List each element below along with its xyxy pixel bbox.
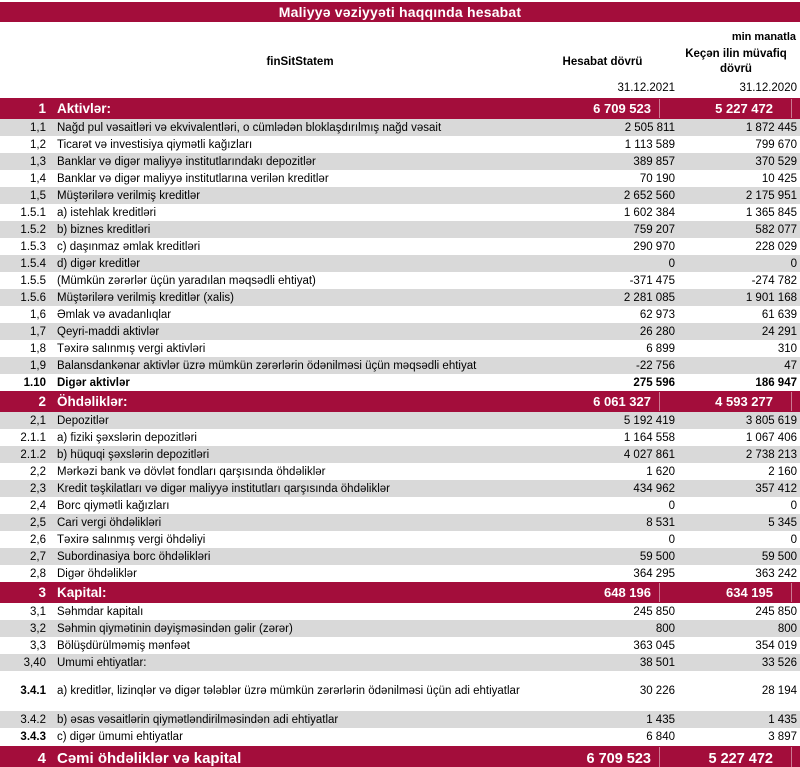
row-label: Subordinasiya borc öhdəlikləri: [57, 550, 211, 563]
row-value-previous: 10 425: [761, 172, 797, 185]
table-row: [0, 136, 800, 153]
row-label: Balansdankənar aktivlər üzrə mümkün zərərlərin ödənilməsi üçün məqsədli ehtiyat: [57, 359, 477, 372]
row-value-current: 30 226: [639, 685, 675, 697]
row-value-current: 26 280: [639, 325, 675, 338]
section-header-value-current: 6 061 327: [593, 394, 651, 409]
row-value-current: 389 857: [633, 155, 675, 168]
column-separator: [659, 99, 660, 118]
table-row: [0, 678, 800, 704]
table-row: [0, 187, 800, 204]
row-number: 2,8: [30, 567, 46, 580]
section-header-value-previous: 4 593 277: [715, 394, 773, 409]
row-value-current: 759 207: [633, 223, 675, 236]
table-row: [0, 412, 800, 429]
row-value-current: 62 973: [639, 308, 675, 321]
row-number: 1.10: [23, 376, 46, 389]
row-label: Səhmin qiymətinin dəyişməsindən gəlir (zərər): [57, 622, 293, 635]
row-number: 3,2: [30, 622, 46, 635]
row-value-previous: 186 947: [755, 376, 797, 389]
row-value-current: 245 850: [633, 605, 675, 618]
table-row: [0, 514, 800, 531]
statement-table: [0, 98, 800, 767]
row-value-previous: 3 805 619: [745, 414, 797, 427]
row-label: Digər aktivlər: [57, 376, 130, 389]
row-label: d) digər kreditlər: [57, 257, 141, 270]
row-value-current: 275 596: [633, 376, 675, 389]
table-row: [0, 463, 800, 480]
row-value-current: 2 281 085: [623, 291, 675, 304]
row-value-previous: 228 029: [755, 240, 797, 253]
table-row: [0, 170, 800, 187]
row-label: Səhmdar kapitalı: [57, 605, 144, 618]
row-value-previous: 370 529: [755, 155, 797, 168]
row-number: 1.5.1: [20, 206, 46, 219]
section-header-row: [0, 391, 800, 412]
table-row: [0, 238, 800, 255]
row-value-current: -22 756: [635, 359, 675, 372]
row-value-previous: 24 291: [761, 325, 797, 338]
row-label: Müştərilərə verilmiş kreditlər (xalis): [57, 291, 234, 304]
row-number: 2,6: [30, 533, 46, 546]
section-header-value-current: 648 196: [604, 585, 651, 600]
row-label: Təxirə salınmış vergi aktivləri: [57, 342, 206, 355]
table-row: [0, 446, 800, 463]
row-label: c) daşınmaz əmlak kreditləri: [57, 240, 201, 253]
row-label: a) fiziki şəxslərin depozitləri: [57, 431, 197, 444]
row-value-previous: 47: [784, 359, 797, 372]
report-title: Maliyyə vəziyyəti haqqında hesabat: [278, 4, 522, 20]
row-number: 2,7: [30, 550, 46, 563]
row-value-previous: 1 067 406: [745, 431, 797, 444]
section-header-number: 1: [38, 101, 46, 116]
row-value-current: 1 620: [646, 465, 675, 478]
row-label: Qeyri-maddi aktivlər: [57, 325, 160, 338]
row-value-previous: 363 242: [755, 567, 797, 580]
column-separator: [791, 392, 792, 411]
row-number: 1.5.6: [20, 291, 46, 304]
table-row: [0, 357, 800, 374]
row-value-previous: 582 077: [755, 223, 797, 236]
row-label: Banklar və digər maliyyə institutlarına verilən kreditlər: [57, 172, 329, 185]
section-header-row: [0, 98, 800, 119]
table-row: [0, 480, 800, 497]
table-row: [0, 374, 800, 391]
row-value-current: 70 190: [639, 172, 675, 185]
row-label: (Mümkün zərərlər üçün yaradılan məqsədli ehtiyat): [57, 274, 316, 287]
row-label: c) digər ümumi ehtiyatlar: [57, 730, 183, 743]
row-value-previous: 357 412: [755, 482, 797, 495]
row-value-previous: 2 160: [768, 465, 797, 478]
table-row: [0, 531, 800, 548]
row-value-current: 363 045: [633, 639, 675, 652]
total-number: 4: [37, 750, 46, 767]
section-header-label: Öhdəliklər:: [57, 394, 128, 409]
section-header-row: [0, 582, 800, 603]
table-row: [0, 429, 800, 446]
section-header-number: 2: [38, 394, 46, 409]
row-value-previous: 799 670: [755, 138, 797, 151]
row-number: 3.4.2: [20, 713, 46, 726]
section-header-label: Kapital:: [57, 585, 107, 600]
row-value-previous: 1 901 168: [745, 291, 797, 304]
table-row: [0, 637, 800, 654]
row-number: 2,1: [30, 414, 46, 427]
row-value-current: 8 531: [646, 516, 675, 529]
section-header-value-previous: 634 195: [726, 585, 773, 600]
section-header-label: Aktivlər:: [57, 101, 112, 116]
row-value-previous: 61 639: [761, 308, 797, 321]
unit-note: min manatla: [731, 31, 796, 43]
date-current: 31.12.2021: [617, 82, 675, 94]
report-title-bar: [0, 2, 800, 22]
total-row: [0, 746, 800, 767]
row-value-current: 1 602 384: [623, 206, 675, 219]
row-number: 1,3: [30, 155, 46, 168]
row-value-current: 0: [668, 257, 675, 270]
row-number: 1,2: [30, 138, 46, 151]
table-row: [0, 153, 800, 170]
row-number: 1,7: [30, 325, 46, 338]
row-number: 2,2: [30, 465, 46, 478]
row-number: 3.4.3: [20, 730, 46, 743]
row-value-current: 290 970: [633, 240, 675, 253]
date-previous: 31.12.2020: [739, 82, 797, 94]
row-value-current: 0: [668, 499, 675, 512]
row-value-previous: 1 365 845: [745, 206, 797, 219]
row-label: b) hüquqi şəxslərin depozitləri: [57, 448, 210, 461]
table-row: [0, 289, 800, 306]
row-number: 1.5.5: [20, 274, 46, 287]
row-value-previous: -274 782: [751, 274, 797, 287]
row-label: Depozitlər: [57, 414, 109, 427]
row-value-current: 2 652 560: [623, 189, 675, 202]
row-value-previous: 3 897: [768, 730, 797, 743]
row-value-previous: 1 872 445: [745, 121, 797, 134]
column-header-statement: finSitStatem: [266, 56, 334, 68]
row-label: Nağd pul vəsaitləri və ekvivalentləri, o cümlədən bloklaşdırılmış nağd vəsait: [57, 121, 442, 134]
row-label: Müştərilərə verilmiş kreditlər: [57, 189, 201, 202]
row-value-previous: 59 500: [761, 550, 797, 563]
table-row: [0, 603, 800, 620]
row-label: Borc qiymətli kağızları: [57, 499, 170, 512]
row-number: 2,4: [30, 499, 46, 512]
table-row: [0, 497, 800, 514]
row-value-current: 0: [668, 533, 675, 546]
row-value-previous: 354 019: [755, 639, 797, 652]
row-label: Banklar və digər maliyyə institutlarındakı depozitlər: [57, 155, 316, 168]
row-label: Ticarət və investisiya qiymətli kağızları: [57, 138, 253, 151]
row-value-current: 38 501: [639, 656, 675, 669]
table-date-row: [0, 80, 800, 96]
row-number: 3,1: [30, 605, 46, 618]
section-header-number: 3: [38, 585, 46, 600]
row-label: Kredit təşkilatları və digər maliyyə institutları qarşısında öhdəliklər: [57, 482, 391, 495]
row-value-current: -371 475: [629, 274, 675, 287]
row-value-current: 6 899: [646, 342, 675, 355]
row-label: Əmlak və avadanlıqlar: [57, 308, 172, 321]
table-row: [0, 620, 800, 637]
column-separator: [791, 583, 792, 602]
table-row: [0, 711, 800, 728]
column-separator: [791, 99, 792, 118]
row-value-previous: 310: [777, 342, 797, 355]
table-row: [0, 306, 800, 323]
row-number: 3.4.1: [20, 685, 46, 697]
table-row: [0, 272, 800, 289]
row-value-previous: 5 345: [768, 516, 797, 529]
table-row: [0, 323, 800, 340]
row-label: b) əsas vəsaitlərin qiymətləndirilməsindən adi ehtiyatlar: [57, 713, 339, 726]
row-number: 1,9: [30, 359, 46, 372]
row-value-previous: 0: [790, 499, 797, 512]
row-number: 1,1: [30, 121, 46, 134]
row-number: 1,8: [30, 342, 46, 355]
row-value-current: 434 962: [633, 482, 675, 495]
table-row: [0, 728, 800, 745]
table-row: [0, 119, 800, 136]
column-separator: [791, 747, 792, 767]
row-value-current: 59 500: [639, 550, 675, 563]
column-separator: [659, 583, 660, 602]
column-separator: [659, 747, 660, 767]
row-value-current: 1 435: [646, 713, 675, 726]
row-number: 2.1.1: [20, 431, 46, 444]
row-value-previous: 2 738 213: [745, 448, 797, 461]
row-value-previous: 33 526: [761, 656, 797, 669]
row-number: 2,5: [30, 516, 46, 529]
row-value-current: 1 164 558: [623, 431, 675, 444]
row-label: Bölüşdürülməmiş mənfəət: [57, 639, 190, 652]
row-label: Cari vergi öhdəlikləri: [57, 516, 162, 529]
row-label: Digər öhdəliklər: [57, 567, 137, 580]
row-number: 1.5.4: [20, 257, 46, 270]
column-header-current-period: Hesabat dövrü: [562, 55, 643, 68]
row-number: 1,6: [30, 308, 46, 321]
column-header-previous-period: Keçən ilin müvafiq dövrü: [685, 48, 787, 75]
total-label: Cəmi öhdəliklər və kapital: [57, 750, 242, 767]
row-value-previous: 0: [790, 257, 797, 270]
row-value-previous: 1 435: [768, 713, 797, 726]
section-header-value-current: 6 709 523: [593, 101, 651, 116]
row-value-previous: 2 175 951: [745, 189, 797, 202]
row-number: 2.1.2: [20, 448, 46, 461]
row-number: 3,3: [30, 639, 46, 652]
table-row: [0, 221, 800, 238]
row-number: 1,4: [30, 172, 46, 185]
row-label: Mərkəzi bank və dövlət fondları qarşısında öhdəliklər: [57, 465, 326, 478]
row-value-current: 4 027 861: [623, 448, 675, 461]
column-separator: [659, 392, 660, 411]
table-row: [0, 548, 800, 565]
table-row: [0, 654, 800, 671]
row-number: 1,5: [30, 189, 46, 202]
row-value-previous: 800: [777, 622, 797, 635]
row-label: a) istehlak kreditləri: [57, 206, 157, 219]
row-label: Ümumi ehtiyatlar:: [57, 656, 147, 669]
table-row: [0, 255, 800, 272]
row-value-current: 2 505 811: [624, 121, 675, 134]
row-value-current: 800: [655, 622, 675, 635]
row-label: a) kreditlər, lizinqlər və digər tələblər üzrə mümkün zərərlərin ödənilməsi üçün adi ehtiyatlar: [57, 685, 520, 697]
row-value-current: 1 113 589: [624, 138, 675, 151]
row-label: Təxirə salınmış vergi öhdəliyi: [57, 533, 206, 546]
row-label: b) biznes kreditləri: [57, 223, 151, 236]
table-row: [0, 204, 800, 221]
row-number: 2,3: [30, 482, 46, 495]
section-header-value-previous: 5 227 472: [715, 101, 773, 116]
total-value-current: 6 709 523: [586, 750, 651, 767]
row-number: 3,40: [23, 656, 46, 669]
row-value-current: 6 840: [646, 730, 675, 743]
row-value-current: 5 192 419: [623, 414, 675, 427]
row-value-previous: 245 850: [755, 605, 797, 618]
table-row: [0, 340, 800, 357]
row-value-current: 364 295: [633, 567, 675, 580]
table-column-headers: [0, 44, 800, 80]
table-row: [0, 565, 800, 582]
row-value-previous: 28 194: [761, 685, 797, 697]
row-number: 1.5.3: [20, 240, 46, 253]
row-value-previous: 0: [790, 533, 797, 546]
total-value-previous: 5 227 472: [708, 750, 773, 767]
row-number: 1.5.2: [20, 223, 46, 236]
